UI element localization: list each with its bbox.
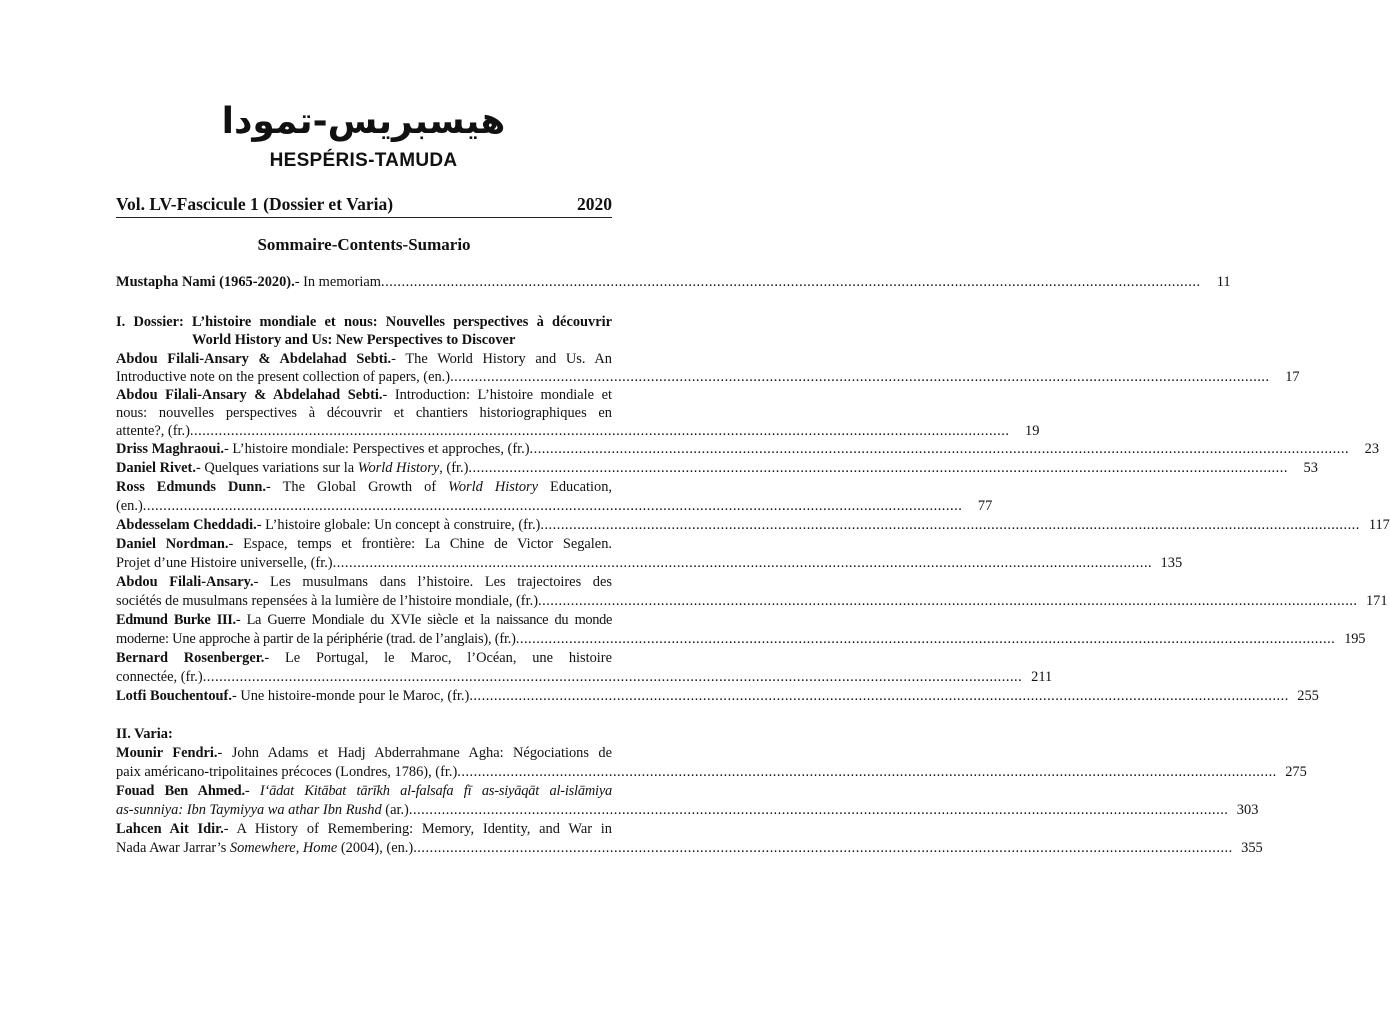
entry-title-italic: World History bbox=[357, 460, 440, 476]
entry-title: - L’histoire mondiale: Perspectives et approches, (fr.) bbox=[223, 441, 530, 457]
entry-page: 275 bbox=[1285, 764, 1307, 780]
entry-page: 77 bbox=[977, 498, 993, 514]
journal-logo-arabic: هيسبريس-تمودا bbox=[221, 101, 506, 142]
entry-page: 195 bbox=[1344, 631, 1366, 647]
entry-author: Driss Maghraoui. bbox=[116, 441, 224, 457]
entry-title-cont: Introductive note on the present collection of papers, (en.) bbox=[116, 369, 451, 385]
toc-entry bbox=[116, 819, 612, 839]
toc-entry bbox=[116, 534, 612, 554]
toc-entry bbox=[116, 272, 1231, 292]
dot-leader: ........................................................................................................................................................................................................ bbox=[538, 593, 1358, 609]
entry-title-cont: sociétés de musulmans repensées à la lumière de l’histoire mondiale, (fr.) bbox=[116, 593, 538, 609]
entry-page: 303 bbox=[1236, 802, 1259, 818]
toc-entry-continued bbox=[116, 553, 1183, 573]
entry-title-italic: as-sunniya: Ibn Taymiyya wa athar Ibn Rushd bbox=[116, 802, 382, 818]
header-rule bbox=[116, 217, 612, 218]
toc-entry-continued bbox=[116, 367, 1300, 387]
entry-page: 53 bbox=[1303, 460, 1318, 476]
dot-leader: ........................................................................................................................................................................................................ bbox=[457, 764, 1277, 780]
volume-label: Vol. LV-Fascicule 1 (Dossier et Varia) bbox=[116, 194, 394, 214]
toc-entry-continued bbox=[116, 838, 1263, 858]
dot-leader: ........................................................................................................................................................................................................ bbox=[469, 688, 1289, 704]
toc-entry-continued bbox=[116, 421, 1040, 441]
entry-title-cont: connectée, (fr.) bbox=[116, 669, 203, 685]
entry-author: Abdou Filali-Ansary. bbox=[116, 574, 254, 590]
toc-entry bbox=[116, 648, 612, 668]
entry-page: 355 bbox=[1241, 840, 1263, 856]
toc-entry-continued bbox=[116, 800, 1259, 820]
toc-entry bbox=[116, 349, 612, 369]
dot-leader: ........................................................................................................................................................................................................ bbox=[468, 460, 1288, 476]
dot-leader: ........................................................................................................................................................................................................ bbox=[408, 802, 1229, 818]
entry-title: - A History of Remembering: Memory, Identity, and War in bbox=[223, 821, 612, 837]
entry-author: Ross Edmunds Dunn. bbox=[116, 479, 267, 495]
entry-title: - John Adams et Hadj Abderrahmane Agha: Négociations de bbox=[217, 745, 612, 761]
entry-title: - L’histoire globale: Un concept à construire, (fr.) bbox=[256, 517, 541, 533]
entry-title: - Le Portugal, le Maroc, l’Océan, une histoire bbox=[264, 650, 612, 666]
entry-title-suffix: (ar.) bbox=[381, 802, 409, 818]
section-subheading-dossier: World History and Us: New Perspectives to Discover bbox=[192, 332, 516, 348]
entry-title-cont: Nada Awar Jarrar’s bbox=[116, 840, 230, 856]
entry-author: Edmund Burke III. bbox=[116, 612, 236, 628]
toc-entry bbox=[116, 477, 612, 497]
entry-author: Mustapha Nami (1965-2020). bbox=[116, 274, 295, 290]
entry-title-cont: moderne: Une approche à partir de la périphérie (trad. de l’anglais), (fr.) bbox=[116, 631, 516, 647]
entry-title: - The World History and Us. An bbox=[391, 351, 612, 367]
toc-entry-continued bbox=[116, 496, 993, 516]
toc-entry bbox=[116, 515, 1390, 535]
dot-leader: ........................................................................................................................................................................................................ bbox=[413, 840, 1233, 856]
entry-title: - The Global Growth of bbox=[266, 479, 449, 495]
dot-leader: ........................................................................................................................................................................................................ bbox=[142, 498, 963, 514]
toc-entry bbox=[116, 439, 1380, 459]
toc-entry bbox=[116, 572, 612, 592]
entry-title-cont: Projet d’une Histoire universelle, (fr.) bbox=[116, 555, 333, 571]
section-heading-dossier: I. Dossier: L’histoire mondiale et nous: Nouvelles perspectives à découvrir bbox=[116, 314, 612, 330]
entry-title: - bbox=[244, 783, 260, 799]
entry-page: 23 bbox=[1364, 441, 1380, 457]
entry-title-cont: attente?, (fr.) bbox=[116, 423, 190, 439]
entry-title: - Quelques variations sur la bbox=[195, 460, 358, 476]
dot-leader: ........................................................................................................................................................................................................ bbox=[529, 441, 1350, 457]
dot-leader: ........................................................................................................................................................................................................ bbox=[540, 517, 1360, 533]
section-heading-varia: II. Varia: bbox=[116, 726, 173, 742]
entry-author: Abdesselam Cheddadi. bbox=[116, 517, 257, 533]
entry-author: Daniel Nordman. bbox=[116, 536, 229, 552]
entry-page: 255 bbox=[1297, 688, 1319, 704]
entry-author: Mounir Fendri. bbox=[116, 745, 218, 761]
entry-title-cont: paix américano-tripolitaines précoces (Londres, 1786), (fr.) bbox=[116, 764, 458, 780]
dot-leader: ........................................................................................................................................................................................................ bbox=[381, 274, 1201, 290]
entry-page: 19 bbox=[1025, 423, 1040, 439]
dot-leader: ........................................................................................................................................................................................................ bbox=[332, 555, 1153, 571]
dot-leader: ........................................................................................................................................................................................................ bbox=[202, 669, 1023, 685]
journal-logo-latin: HESPÉRIS-TAMUDA bbox=[269, 150, 458, 171]
entry-author: Bernard Rosenberger. bbox=[116, 650, 265, 666]
toc-entry bbox=[116, 385, 612, 405]
toc-entry bbox=[116, 610, 612, 630]
entry-title-suffix: Education, bbox=[538, 479, 612, 495]
entry-title-suffix: , (fr.) bbox=[439, 460, 469, 476]
volume-year: 2020 bbox=[577, 194, 612, 214]
entry-title: - La Guerre Mondiale du XVIe siècle et la naissance du monde bbox=[235, 612, 613, 628]
entry-title-italic: Somewhere, Home bbox=[229, 840, 338, 856]
toc-title: Sommaire-Contents-Sumario bbox=[257, 235, 471, 254]
toc-entry bbox=[116, 458, 1318, 478]
entry-page: 17 bbox=[1285, 369, 1300, 385]
toc-entry-continued bbox=[116, 667, 1053, 687]
toc-entry bbox=[116, 781, 612, 801]
entry-author: Abdou Filali-Ansary & Abdelahad Sebti. bbox=[116, 387, 383, 403]
entry-title-suffix: (2004), (en.) bbox=[337, 840, 414, 856]
entry-author: Fouad Ben Ahmed. bbox=[116, 783, 245, 799]
entry-title-italic: I‘ādat Kitābat tārīkh al-falsafa fī as-siyāqāt al-islāmiya bbox=[259, 783, 612, 799]
entry-title: - Espace, temps et frontière: La Chine de Victor Segalen. bbox=[228, 536, 612, 552]
entry-page: 135 bbox=[1160, 555, 1183, 571]
dot-leader: ........................................................................................................................................................................................................ bbox=[189, 423, 1010, 439]
entry-title-italic: World History bbox=[448, 479, 539, 495]
entry-title-cont: nous: nouvelles perspectives à découvrir et chantiers historiographiques en bbox=[116, 405, 612, 421]
entry-page: 211 bbox=[1031, 669, 1053, 685]
toc-entry-continued bbox=[116, 629, 1366, 649]
dot-leader: ........................................................................................................................................................................................................ bbox=[515, 631, 1336, 647]
entry-title: - In memoriam bbox=[294, 274, 382, 290]
entry-page: 171 bbox=[1365, 593, 1388, 609]
toc-entry bbox=[116, 686, 1319, 706]
entry-title-cont: (en.) bbox=[116, 498, 143, 514]
entry-author: Lahcen Ait Idir. bbox=[116, 821, 224, 837]
entry-author: Daniel Rivet. bbox=[116, 460, 196, 476]
entry-title: - Introduction: L’histoire mondiale et bbox=[382, 387, 612, 403]
entry-title: - Une histoire-monde pour le Maroc, (fr.) bbox=[231, 688, 470, 704]
entry-author: Abdou Filali-Ansary & Abdelahad Sebti. bbox=[116, 351, 392, 367]
entry-page: 117 bbox=[1368, 517, 1390, 533]
volume-line bbox=[116, 194, 612, 215]
entry-author: Lotfi Bouchentouf. bbox=[116, 688, 232, 704]
entry-title: - Les musulmans dans l’histoire. Les trajectoires des bbox=[253, 574, 612, 590]
toc-entry-continued bbox=[116, 591, 1388, 611]
entry-page: 11 bbox=[1216, 274, 1231, 290]
toc-entry bbox=[116, 743, 612, 763]
dot-leader: ........................................................................................................................................................................................................ bbox=[450, 369, 1270, 385]
toc-entry-continued bbox=[116, 762, 1307, 782]
